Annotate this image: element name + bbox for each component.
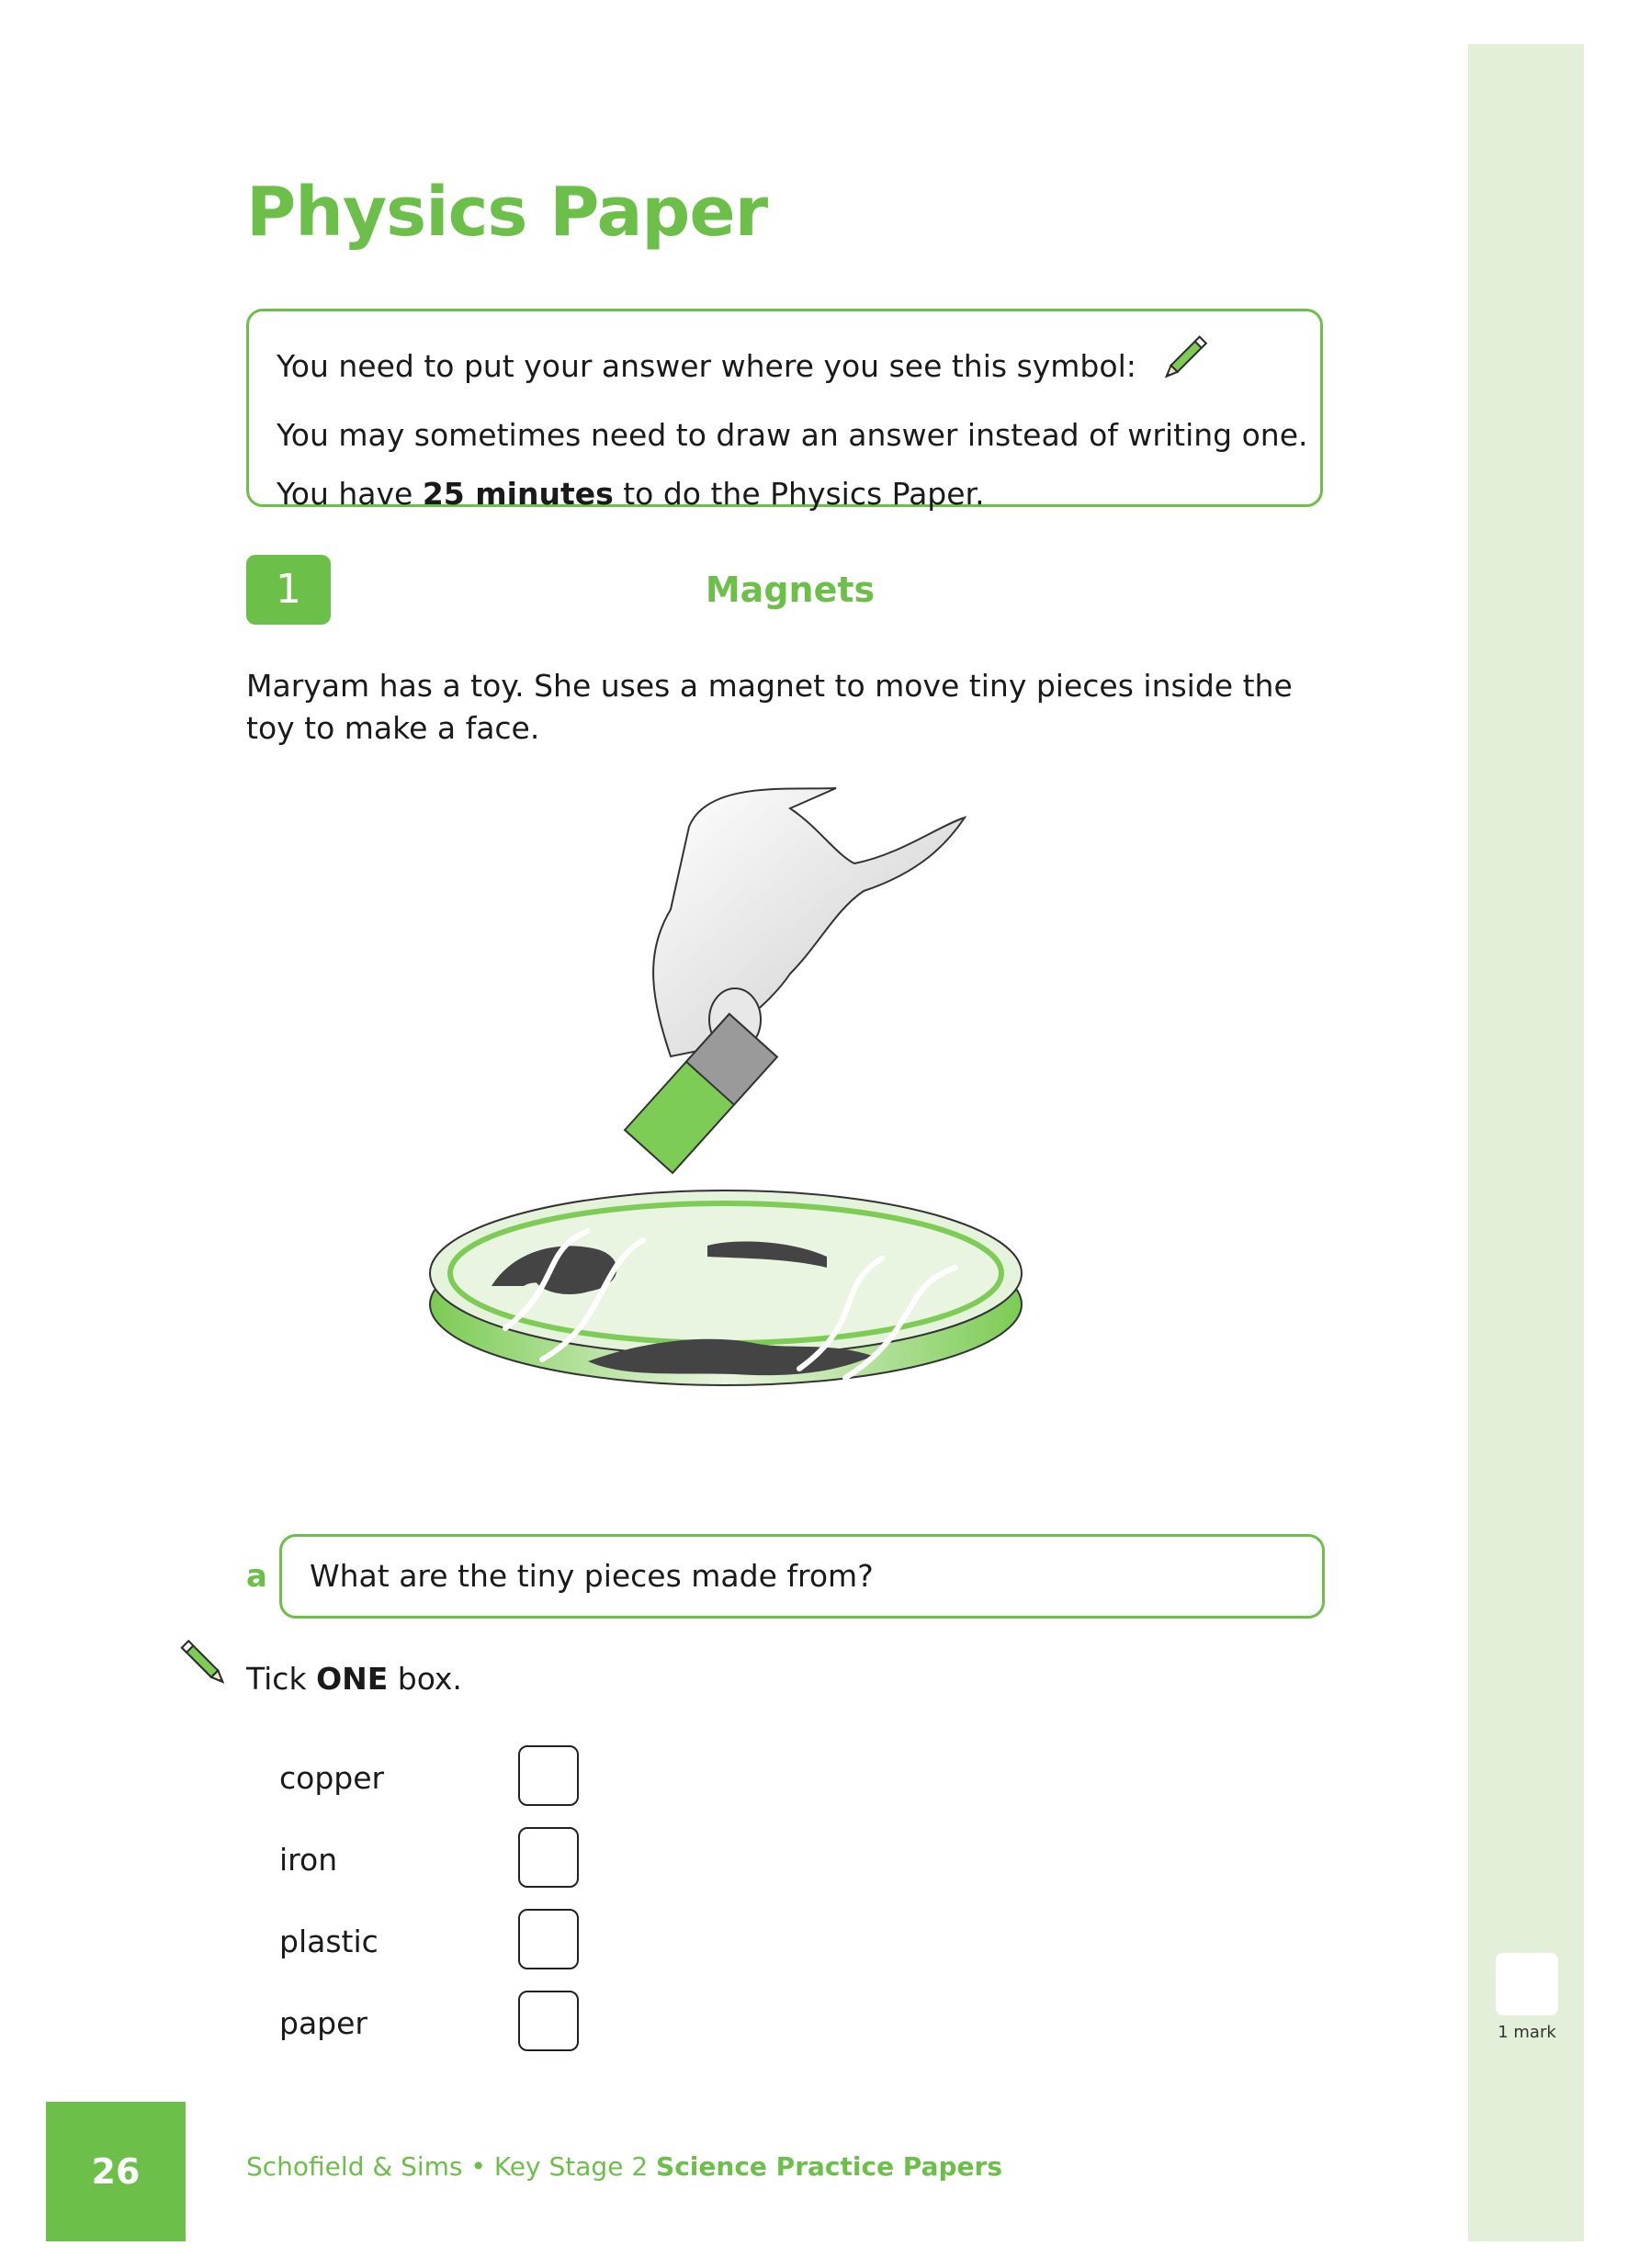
- mark-box: [1496, 1953, 1558, 2015]
- marks-margin: [1468, 44, 1584, 2241]
- part-question-box: What are the tiny pieces made from?: [279, 1534, 1325, 1619]
- tick-instruction: Tick ONE box.: [246, 1661, 462, 1697]
- page-title: Physics Paper: [246, 173, 768, 252]
- checkbox-plastic[interactable]: [518, 1909, 579, 1969]
- option-copper-label: copper: [279, 1760, 385, 1796]
- pencil-icon: [1155, 330, 1212, 406]
- footer: Schofield & Sims • Key Stage 2 Science Practice Papers: [246, 2151, 1002, 2182]
- checkbox-copper[interactable]: [518, 1745, 579, 1806]
- question-number: 1: [246, 555, 331, 625]
- option-iron-label: iron: [279, 1842, 338, 1878]
- checkbox-iron[interactable]: [518, 1827, 579, 1888]
- option-plastic-label: plastic: [279, 1924, 379, 1959]
- question-title: Magnets: [705, 570, 876, 610]
- instruction-line-3: You have 25 minutes to do the Physics Paper.: [277, 476, 985, 512]
- mark-label: 1 mark: [1498, 2023, 1556, 2042]
- instruction-line-2: You may sometimes need to draw an answer instead of writing one.: [277, 417, 1308, 453]
- part-letter: a: [246, 1558, 267, 1595]
- instruction-line-1: You need to put your answer where you see this symbol:: [277, 330, 1320, 406]
- page-number: 26: [46, 2102, 186, 2241]
- magnet-toy-illustration: [404, 772, 1047, 1473]
- pencil-icon: [175, 1635, 233, 1698]
- option-paper-label: paper: [279, 2005, 367, 2041]
- question-intro: Maryam has a toy. She uses a magnet to move tiny pieces inside the toy to make a face.: [246, 668, 1293, 746]
- checkbox-paper[interactable]: [518, 1991, 579, 2051]
- instructions-box: [246, 309, 1323, 512]
